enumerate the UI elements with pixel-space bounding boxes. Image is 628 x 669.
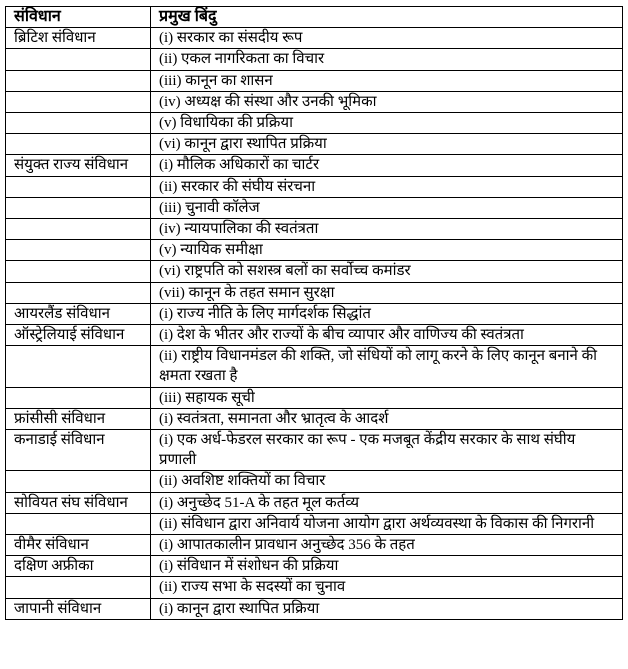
constitution-cell: [6, 91, 151, 112]
table-row: [6, 492, 623, 513]
table-row: [6, 513, 623, 534]
constitution-cell: वीमैर संविधान: [6, 535, 151, 556]
constitution-cell: [6, 219, 151, 240]
key-point-cell: (i) अनुच्छेद 51-A के तहत मूल कर्तव्य: [151, 492, 623, 513]
table-row: [6, 197, 623, 218]
key-point-cell: (i) राज्य नीति के लिए मार्गदर्शक सिद्धांत: [151, 303, 623, 324]
constitution-cell: [6, 49, 151, 70]
table-row: [6, 176, 623, 197]
table-row: [6, 28, 623, 49]
key-point-cell: (i) सरकार का संसदीय रूप: [151, 28, 623, 49]
constitution-cell: फ्रांसीसी संविधान: [6, 408, 151, 429]
constitution-cell: [6, 577, 151, 598]
table-row: [6, 70, 623, 91]
key-point-cell: (ii) राष्ट्रीय विधानमंडल की शक्ति, जो संधियों को लागू करने के लिए कानून बनाने की क्षमता रखता है: [151, 346, 623, 387]
constitution-cell: [6, 387, 151, 408]
table-row: [6, 282, 623, 303]
constitution-cell: दक्षिण अफ्रीका: [6, 556, 151, 577]
constitution-cell: [6, 346, 151, 387]
key-point-cell: (i) स्वतंत्रता, समानता और भ्रातृत्व के आदर्श: [151, 408, 623, 429]
key-point-cell: (iii) चुनावी कॉलेज: [151, 197, 623, 218]
table-body: [6, 28, 623, 620]
key-point-cell: (iii) कानून का शासन: [151, 70, 623, 91]
table-header-row: [6, 7, 623, 28]
key-point-cell: (i) मौलिक अधिकारों का चार्टर: [151, 155, 623, 176]
key-point-cell: (i) आपातकालीन प्रावधान अनुच्छेद 356 के तहत: [151, 535, 623, 556]
table-row: [6, 325, 623, 346]
constitution-cell: ऑस्ट्रेलियाई संविधान: [6, 325, 151, 346]
constitution-cell: [6, 513, 151, 534]
key-point-cell: (i) कानून द्वारा स्थापित प्रक्रिया: [151, 598, 623, 619]
table-row: [6, 598, 623, 619]
key-point-cell: (i) एक अर्ध-फेडरल सरकार का रूप - एक मजबूत केंद्रीय सरकार के साथ संघीय प्रणाली: [151, 430, 623, 471]
key-point-cell: (v) न्यायिक समीक्षा: [151, 240, 623, 261]
table-row: [6, 430, 623, 471]
table-row: [6, 91, 623, 112]
key-point-cell: (vii) कानून के तहत समान सुरक्षा: [151, 282, 623, 303]
constitution-cell: ब्रिटिश संविधान: [6, 28, 151, 49]
table-row: [6, 49, 623, 70]
key-point-cell: (ii) राज्य सभा के सदस्यों का चुनाव: [151, 577, 623, 598]
table-row: [6, 219, 623, 240]
constitution-cell: कनाडाई संविधान: [6, 430, 151, 471]
constitution-cell: [6, 197, 151, 218]
table-row: [6, 471, 623, 492]
constitution-cell: संयुक्त राज्य संविधान: [6, 155, 151, 176]
table-row: [6, 535, 623, 556]
constitution-cell: [6, 471, 151, 492]
table-row: [6, 155, 623, 176]
table-row: [6, 261, 623, 282]
key-point-cell: (i) संविधान में संशोधन की प्रक्रिया: [151, 556, 623, 577]
table-row: [6, 346, 623, 387]
key-point-cell: (iv) अध्यक्ष की संस्था और उनकी भूमिका: [151, 91, 623, 112]
constitution-cell: सोवियत संघ संविधान: [6, 492, 151, 513]
key-point-cell: (ii) सरकार की संघीय संरचना: [151, 176, 623, 197]
table-row: [6, 240, 623, 261]
constitution-cell: [6, 261, 151, 282]
key-point-cell: (v) विधायिका की प्रक्रिया: [151, 113, 623, 134]
constitution-cell: [6, 176, 151, 197]
table-row: [6, 387, 623, 408]
constitution-cell: [6, 113, 151, 134]
table-row: [6, 408, 623, 429]
key-point-cell: (ii) अवशिष्ट शक्तियों का विचार: [151, 471, 623, 492]
key-point-cell: (i) देश के भीतर और राज्यों के बीच व्यापार और वाणिज्य की स्वतंत्रता: [151, 325, 623, 346]
header-constitution: संविधान: [6, 7, 151, 28]
key-point-cell: (iv) न्यायपालिका की स्वतंत्रता: [151, 219, 623, 240]
key-point-cell: (vi) कानून द्वारा स्थापित प्रक्रिया: [151, 134, 623, 155]
key-point-cell: (ii) संविधान द्वारा अनिवार्य योजना आयोग द्वारा अर्थव्यवस्था के विकास की निगरानी: [151, 513, 623, 534]
key-point-cell: (iii) सहायक सूची: [151, 387, 623, 408]
constitution-cell: [6, 282, 151, 303]
constitution-cell: जापानी संविधान: [6, 598, 151, 619]
table-row: [6, 113, 623, 134]
table-row: [6, 556, 623, 577]
constitution-cell: [6, 240, 151, 261]
constitution-cell: [6, 70, 151, 91]
table-row: [6, 134, 623, 155]
constitution-cell: आयरलैंड संविधान: [6, 303, 151, 324]
key-point-cell: (ii) एकल नागरिकता का विचार: [151, 49, 623, 70]
constitution-sources-table: [5, 6, 623, 620]
header-key-points: प्रमुख बिंदु: [151, 7, 623, 28]
table-row: [6, 303, 623, 324]
constitution-cell: [6, 134, 151, 155]
table-row: [6, 577, 623, 598]
key-point-cell: (vi) राष्ट्रपति को सशस्त्र बलों का सर्वोच्च कमांडर: [151, 261, 623, 282]
